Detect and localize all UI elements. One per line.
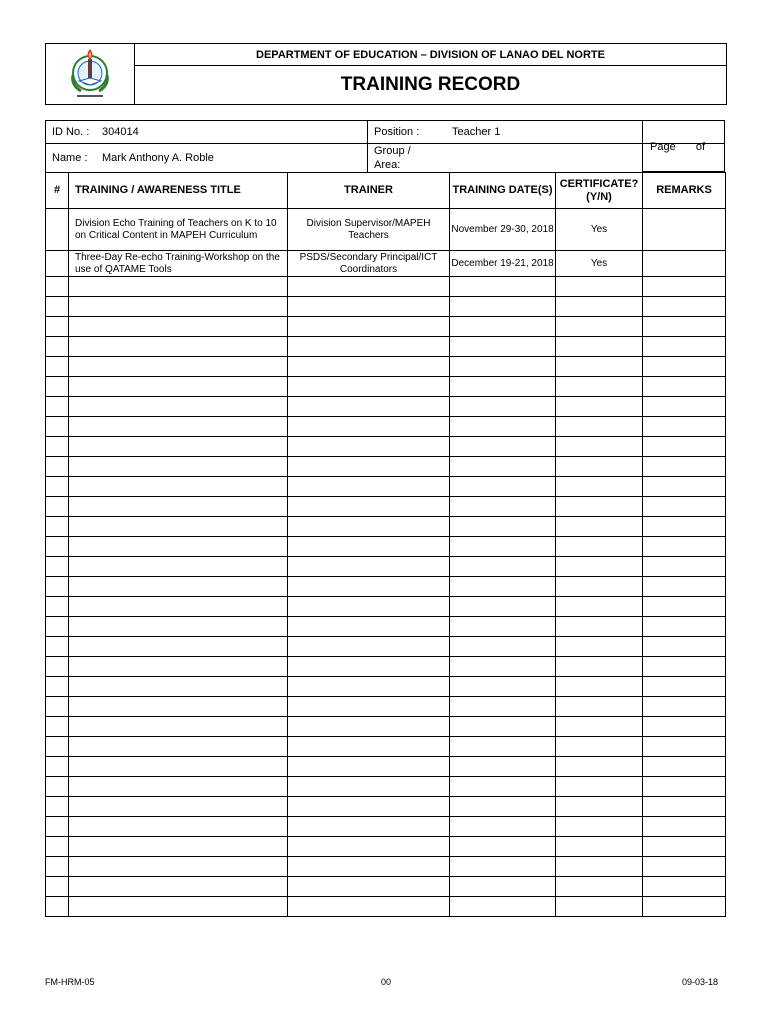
empty-remarks	[643, 737, 726, 757]
empty-trainer	[288, 897, 450, 917]
empty-row-number	[46, 757, 69, 777]
empty-table-row	[46, 457, 726, 477]
empty-remarks	[643, 517, 726, 537]
empty-remarks	[643, 677, 726, 697]
empty-remarks	[643, 757, 726, 777]
empty-remarks	[643, 337, 726, 357]
empty-remarks	[643, 837, 726, 857]
empty-certificate	[556, 417, 643, 437]
empty-training-title	[69, 457, 288, 477]
empty-training-title	[69, 777, 288, 797]
empty-remarks	[643, 797, 726, 817]
empty-trainer	[288, 437, 450, 457]
col-header-number: #	[46, 173, 69, 209]
training-dates: November 29-30, 2018	[450, 209, 556, 251]
empty-trainer	[288, 737, 450, 757]
empty-certificate	[556, 657, 643, 677]
empty-training-dates	[450, 777, 556, 797]
empty-table-row	[46, 717, 726, 737]
empty-table-row	[46, 777, 726, 797]
empty-row-number	[46, 277, 69, 297]
empty-row-number	[46, 877, 69, 897]
certificate: Yes	[556, 209, 643, 251]
empty-training-title	[69, 897, 288, 917]
empty-remarks	[643, 877, 726, 897]
empty-training-title	[69, 597, 288, 617]
empty-trainer	[288, 657, 450, 677]
empty-row-number	[46, 377, 69, 397]
empty-row-number	[46, 337, 69, 357]
empty-table-row	[46, 297, 726, 317]
empty-trainer	[288, 617, 450, 637]
empty-training-title	[69, 837, 288, 857]
empty-row-number	[46, 557, 69, 577]
empty-table-row	[46, 737, 726, 757]
empty-remarks	[643, 377, 726, 397]
empty-certificate	[556, 357, 643, 377]
empty-remarks	[643, 437, 726, 457]
position-value: Teacher 1	[452, 121, 643, 143]
empty-training-dates	[450, 317, 556, 337]
empty-training-title	[69, 337, 288, 357]
empty-training-dates	[450, 437, 556, 457]
empty-training-dates	[450, 597, 556, 617]
empty-table-row	[46, 437, 726, 457]
empty-certificate	[556, 717, 643, 737]
empty-trainer	[288, 597, 450, 617]
empty-training-title	[69, 317, 288, 337]
empty-trainer	[288, 277, 450, 297]
deped-division-seal-icon	[65, 45, 115, 103]
id-value: 304014	[102, 121, 368, 143]
title-cell	[135, 44, 726, 104]
empty-training-dates	[450, 297, 556, 317]
empty-certificate	[556, 437, 643, 457]
empty-training-dates	[450, 277, 556, 297]
row-number	[46, 209, 69, 251]
empty-training-title	[69, 297, 288, 317]
empty-remarks	[643, 597, 726, 617]
empty-training-title	[69, 617, 288, 637]
empty-table-row	[46, 537, 726, 557]
remarks	[643, 209, 726, 251]
table-header-row	[46, 173, 726, 209]
empty-training-dates	[450, 797, 556, 817]
empty-trainer	[288, 377, 450, 397]
empty-remarks	[643, 417, 726, 437]
empty-row-number	[46, 517, 69, 537]
empty-certificate	[556, 537, 643, 557]
empty-trainer	[288, 497, 450, 517]
empty-certificate	[556, 337, 643, 357]
empty-row-number	[46, 397, 69, 417]
empty-table-row	[46, 697, 726, 717]
empty-row-number	[46, 417, 69, 437]
empty-table-row	[46, 497, 726, 517]
empty-training-dates	[450, 857, 556, 877]
empty-training-title	[69, 277, 288, 297]
position-label: Position :	[374, 126, 420, 138]
remarks	[643, 251, 726, 277]
empty-training-dates	[450, 697, 556, 717]
col-header-trainer: TRAINER	[288, 173, 450, 209]
empty-table-row	[46, 617, 726, 637]
empty-certificate	[556, 557, 643, 577]
empty-row-number	[46, 457, 69, 477]
empty-table-row	[46, 557, 726, 577]
empty-training-title	[69, 697, 288, 717]
empty-trainer	[288, 817, 450, 837]
empty-row-number	[46, 617, 69, 637]
empty-row-number	[46, 897, 69, 917]
empty-table-row	[46, 317, 726, 337]
empty-certificate	[556, 817, 643, 837]
empty-training-dates	[450, 757, 556, 777]
empty-row-number	[46, 477, 69, 497]
info-row-name	[45, 143, 725, 172]
empty-remarks	[643, 537, 726, 557]
empty-certificate	[556, 577, 643, 597]
empty-row-number	[46, 697, 69, 717]
empty-trainer	[288, 797, 450, 817]
empty-trainer	[288, 577, 450, 597]
empty-remarks	[643, 657, 726, 677]
trainer: PSDS/Secondary Principal/ICT Coordinators	[288, 251, 450, 277]
empty-remarks	[643, 857, 726, 877]
empty-trainer	[288, 337, 450, 357]
empty-remarks	[643, 357, 726, 377]
empty-table-row	[46, 677, 726, 697]
empty-training-title	[69, 537, 288, 557]
empty-certificate	[556, 837, 643, 857]
empty-training-dates	[450, 477, 556, 497]
empty-remarks	[643, 477, 726, 497]
empty-trainer	[288, 757, 450, 777]
empty-training-title	[69, 357, 288, 377]
empty-table-row	[46, 377, 726, 397]
empty-trainer	[288, 317, 450, 337]
empty-trainer	[288, 557, 450, 577]
col-header-certificate: CERTIFICATE? (Y/N)	[556, 173, 643, 209]
empty-training-title	[69, 377, 288, 397]
revision-number: 00	[381, 977, 392, 987]
row-number	[46, 251, 69, 277]
empty-row-number	[46, 677, 69, 697]
empty-table-row	[46, 357, 726, 377]
name-value: Mark Anthony A. Roble	[102, 144, 368, 172]
empty-trainer	[288, 537, 450, 557]
empty-training-title	[69, 737, 288, 757]
empty-table-row	[46, 657, 726, 677]
empty-remarks	[643, 557, 726, 577]
empty-table-row	[46, 597, 726, 617]
empty-certificate	[556, 737, 643, 757]
empty-table-row	[46, 337, 726, 357]
training-dates: December 19-21, 2018	[450, 251, 556, 277]
empty-training-dates	[450, 377, 556, 397]
empty-table-row	[46, 637, 726, 657]
empty-row-number	[46, 717, 69, 737]
empty-certificate	[556, 637, 643, 657]
empty-trainer	[288, 877, 450, 897]
empty-training-dates	[450, 737, 556, 757]
empty-row-number	[46, 537, 69, 557]
table-row	[46, 251, 726, 277]
empty-certificate	[556, 597, 643, 617]
empty-training-dates	[450, 357, 556, 377]
certificate: Yes	[556, 251, 643, 277]
of-label: of	[695, 141, 706, 153]
id-label: ID No. :	[52, 126, 90, 138]
training-title: Three-Day Re-echo Training-Workshop on the use of QATAME Tools	[69, 251, 288, 277]
empty-training-title	[69, 877, 288, 897]
empty-row-number	[46, 597, 69, 617]
empty-table-row	[46, 577, 726, 597]
empty-training-dates	[450, 677, 556, 697]
department-name: DEPARTMENT OF EDUCATION – DIVISION OF LANAO DEL NORTE	[135, 44, 726, 66]
info-row-id	[45, 120, 725, 143]
empty-certificate	[556, 477, 643, 497]
empty-training-dates	[450, 517, 556, 537]
empty-training-dates	[450, 817, 556, 837]
empty-trainer	[288, 417, 450, 437]
empty-table-row	[46, 417, 726, 437]
empty-training-dates	[450, 417, 556, 437]
empty-certificate	[556, 757, 643, 777]
form-date: 09-03-18	[682, 977, 719, 987]
area-label: Area:	[374, 159, 401, 171]
empty-certificate	[556, 297, 643, 317]
empty-certificate	[556, 317, 643, 337]
empty-certificate	[556, 797, 643, 817]
group-label: Group /	[374, 145, 411, 157]
empty-training-title	[69, 857, 288, 877]
page-label: Page	[650, 141, 676, 153]
empty-trainer	[288, 637, 450, 657]
empty-row-number	[46, 317, 69, 337]
empty-table-row	[46, 817, 726, 837]
empty-certificate	[556, 777, 643, 797]
empty-training-dates	[450, 657, 556, 677]
page-number-box	[642, 120, 725, 172]
empty-trainer	[288, 717, 450, 737]
empty-remarks	[643, 577, 726, 597]
empty-training-dates	[450, 897, 556, 917]
training-title: Division Echo Training of Teachers on K to 10 on Critical Content in MAPEH Curriculum	[69, 209, 288, 251]
empty-table-row	[46, 837, 726, 857]
empty-training-dates	[450, 637, 556, 657]
empty-training-title	[69, 557, 288, 577]
empty-row-number	[46, 797, 69, 817]
empty-training-dates	[450, 877, 556, 897]
table-row	[46, 209, 726, 251]
empty-training-title	[69, 797, 288, 817]
empty-trainer	[288, 697, 450, 717]
empty-row-number	[46, 737, 69, 757]
empty-training-dates	[450, 337, 556, 357]
empty-table-row	[46, 897, 726, 917]
empty-training-title	[69, 677, 288, 697]
empty-trainer	[288, 397, 450, 417]
empty-remarks	[643, 717, 726, 737]
empty-trainer	[288, 857, 450, 877]
empty-row-number	[46, 297, 69, 317]
empty-training-title	[69, 517, 288, 537]
col-header-title: TRAINING / AWARENESS TITLE	[69, 173, 288, 209]
empty-row-number	[46, 437, 69, 457]
empty-row-number	[46, 857, 69, 877]
empty-training-dates	[450, 617, 556, 637]
empty-remarks	[643, 497, 726, 517]
empty-trainer	[288, 457, 450, 477]
empty-table-row	[46, 877, 726, 897]
empty-certificate	[556, 517, 643, 537]
empty-training-title	[69, 477, 288, 497]
empty-training-dates	[450, 577, 556, 597]
empty-training-dates	[450, 537, 556, 557]
empty-certificate	[556, 457, 643, 477]
empty-trainer	[288, 357, 450, 377]
empty-certificate	[556, 677, 643, 697]
empty-remarks	[643, 317, 726, 337]
empty-training-dates	[450, 557, 556, 577]
empty-remarks	[643, 617, 726, 637]
empty-remarks	[643, 777, 726, 797]
empty-training-dates	[450, 457, 556, 477]
empty-trainer	[288, 477, 450, 497]
empty-training-title	[69, 417, 288, 437]
empty-training-dates	[450, 837, 556, 857]
logo-cell	[46, 44, 135, 104]
empty-remarks	[643, 277, 726, 297]
empty-row-number	[46, 637, 69, 657]
col-header-remarks: REMARKS	[643, 173, 726, 209]
empty-training-dates	[450, 717, 556, 737]
trainer: Division Supervisor/MAPEH Teachers	[288, 209, 450, 251]
empty-table-row	[46, 517, 726, 537]
empty-certificate	[556, 617, 643, 637]
empty-certificate	[556, 697, 643, 717]
empty-training-dates	[450, 497, 556, 517]
empty-certificate	[556, 377, 643, 397]
empty-training-dates	[450, 397, 556, 417]
empty-table-row	[46, 277, 726, 297]
empty-certificate	[556, 397, 643, 417]
employee-info	[45, 120, 725, 172]
empty-training-title	[69, 497, 288, 517]
empty-table-row	[46, 757, 726, 777]
empty-trainer	[288, 677, 450, 697]
empty-row-number	[46, 837, 69, 857]
group-area-cell	[368, 144, 643, 172]
empty-training-title	[69, 657, 288, 677]
empty-row-number	[46, 497, 69, 517]
empty-certificate	[556, 497, 643, 517]
empty-certificate	[556, 897, 643, 917]
empty-table-row	[46, 857, 726, 877]
empty-training-title	[69, 577, 288, 597]
empty-certificate	[556, 277, 643, 297]
empty-remarks	[643, 457, 726, 477]
empty-row-number	[46, 357, 69, 377]
empty-remarks	[643, 897, 726, 917]
empty-training-title	[69, 637, 288, 657]
empty-table-row	[46, 397, 726, 417]
document-header	[45, 43, 727, 105]
empty-remarks	[643, 817, 726, 837]
document-title: TRAINING RECORD	[340, 74, 521, 95]
empty-training-title	[69, 817, 288, 837]
empty-training-title	[69, 717, 288, 737]
empty-remarks	[643, 297, 726, 317]
name-label: Name :	[52, 152, 88, 164]
empty-trainer	[288, 837, 450, 857]
training-record-table	[45, 172, 726, 917]
empty-row-number	[46, 577, 69, 597]
empty-table-row	[46, 797, 726, 817]
empty-trainer	[288, 517, 450, 537]
empty-remarks	[643, 397, 726, 417]
empty-training-title	[69, 757, 288, 777]
empty-row-number	[46, 657, 69, 677]
empty-row-number	[46, 777, 69, 797]
empty-certificate	[556, 857, 643, 877]
empty-training-title	[69, 437, 288, 457]
empty-table-row	[46, 477, 726, 497]
empty-remarks	[643, 637, 726, 657]
empty-remarks	[643, 697, 726, 717]
empty-row-number	[46, 817, 69, 837]
form-code: FM-HRM-05	[45, 977, 95, 987]
empty-trainer	[288, 777, 450, 797]
empty-certificate	[556, 877, 643, 897]
col-header-dates: TRAINING DATE(S)	[450, 173, 556, 209]
empty-training-title	[69, 397, 288, 417]
empty-trainer	[288, 297, 450, 317]
